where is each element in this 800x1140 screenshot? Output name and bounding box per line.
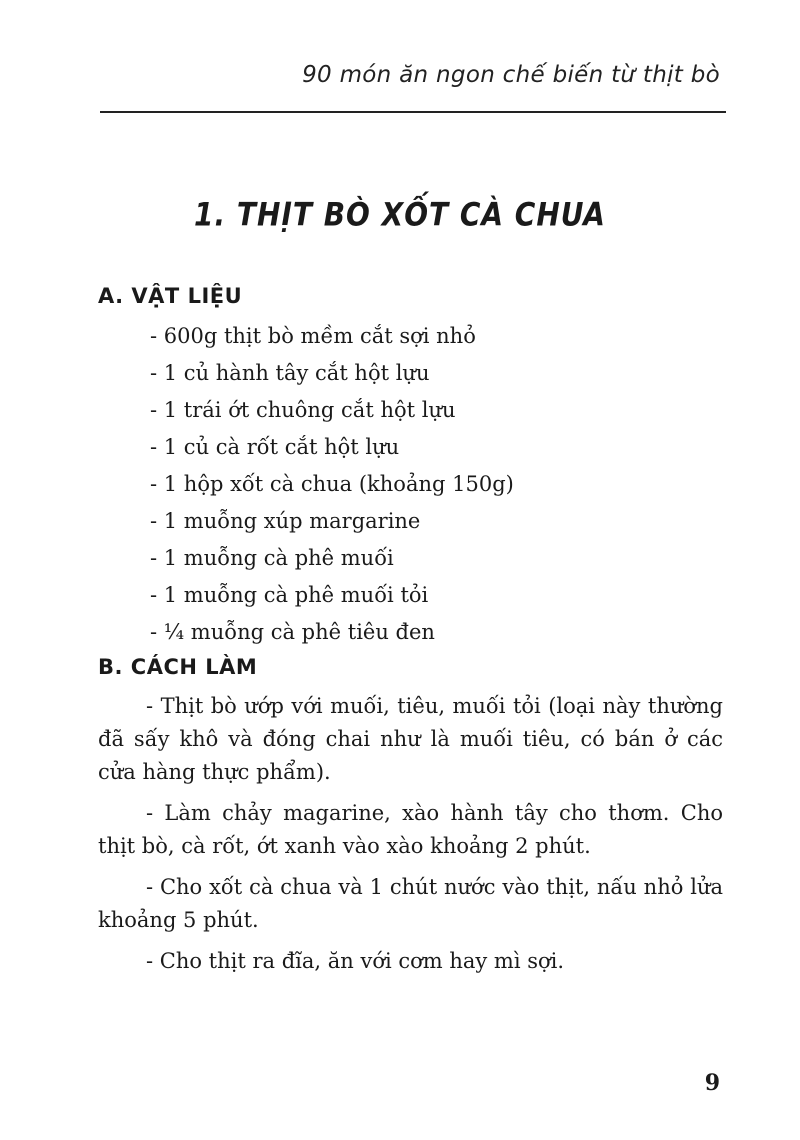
method-step: - Cho thịt ra đĩa, ăn với cơm hay mì sợi.	[146, 949, 565, 973]
recipe-title: 1. THỊT BÒ XỐT CÀ CHUA	[194, 195, 606, 234]
page-number: 9	[704, 1070, 720, 1096]
ingredient-item: - 1 hộp xốt cà chua (khoảng 150g)	[150, 472, 514, 496]
method-heading: B. CÁCH LÀM	[98, 655, 258, 679]
ingredient-item: - 1 muỗng cà phê muối tỏi	[150, 583, 429, 607]
ingredient-item: - 1 muỗng xúp margarine	[150, 509, 421, 533]
ingredients-heading: A. VẬT LIỆU	[98, 284, 243, 308]
ingredient-item: - 1 trái ớt chuông cắt hột lựu	[150, 398, 456, 422]
header-divider	[100, 111, 726, 113]
ingredient-item: - 1 củ cà rốt cắt hột lựu	[150, 435, 400, 459]
ingredients-list	[150, 318, 514, 651]
method-step: - Làm chảy magarine, xào hành tây cho thơm. Cho thịt bò, cà rốt, ớt xanh vào xào khoảng 2 phút.	[98, 801, 723, 858]
ingredient-item: - 600g thịt bò mềm cắt sợi nhỏ	[150, 324, 476, 348]
ingredient-item: - 1 củ hành tây cắt hột lựu	[150, 361, 430, 385]
method-step: - Cho xốt cà chua và 1 chút nước vào thịt, nấu nhỏ lửa khoảng 5 phút.	[98, 875, 723, 932]
ingredient-item: - 1 muỗng cà phê muối	[150, 546, 394, 570]
method-steps	[98, 690, 723, 986]
method-step: - Thịt bò ướp với muối, tiêu, muối tỏi (loại này thường đã sấy khô và đóng chai như là muối tiêu, có bán ở các cửa hàng thực phẩm).	[98, 694, 723, 784]
running-header: 90 món ăn ngon chế biến từ thịt bò	[302, 62, 720, 88]
ingredient-item: - ¼ muỗng cà phê tiêu đen	[150, 620, 435, 644]
